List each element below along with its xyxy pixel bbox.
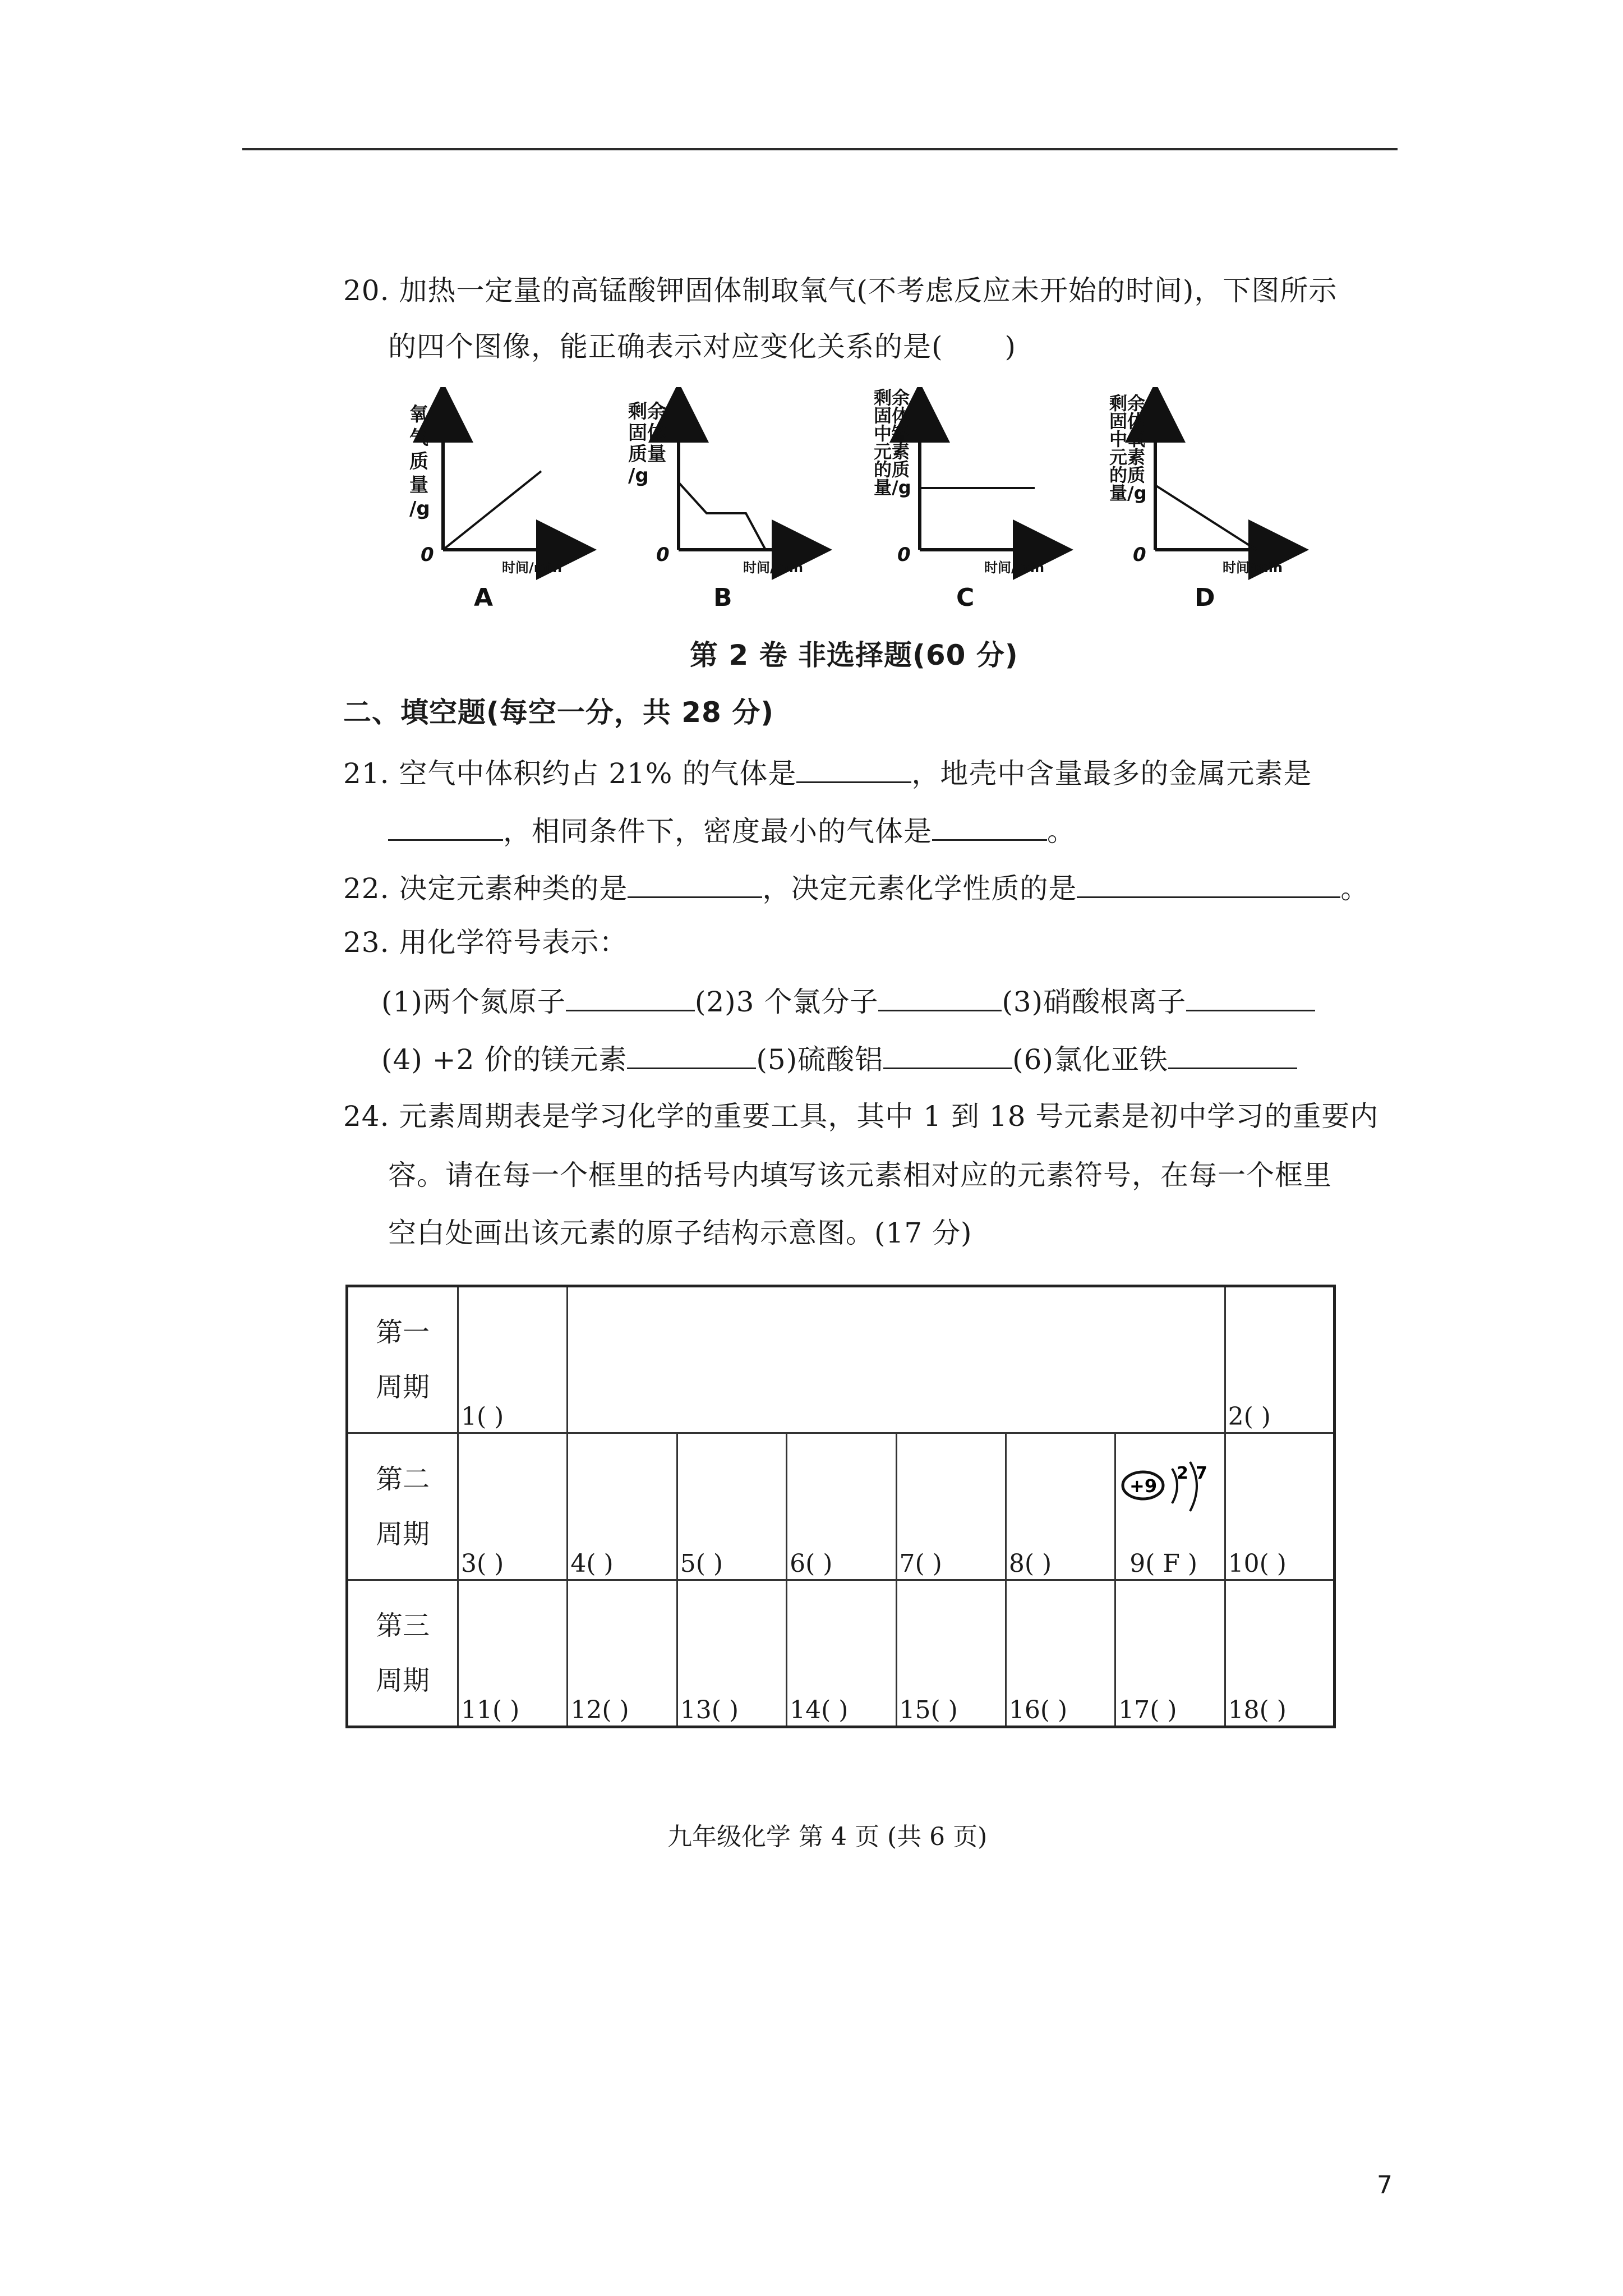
q24-line2: 容。请在每一个框里的括号内填写该元素相对应的元素符号，在每一个框里: [388, 1159, 1332, 1191]
ylabel-part: 中锰: [874, 423, 910, 444]
graph-c: [874, 387, 1044, 612]
graph-c-letter: C: [956, 583, 975, 612]
element-cell-11[interactable]: 11( ): [458, 1580, 568, 1727]
graph-d-origin: 0: [1133, 544, 1146, 566]
fluorine-shell-1: 2: [1177, 1464, 1189, 1483]
ylabel-part: /g: [409, 498, 430, 520]
graph-b: [628, 401, 803, 612]
section2-title: 第 2 卷 非选择题(60 分): [690, 639, 1018, 671]
q21-blank-3[interactable]: [932, 812, 1047, 841]
element-cell-10[interactable]: 10( ): [1225, 1433, 1334, 1580]
element-cell-2[interactable]: 2( ): [1225, 1286, 1334, 1433]
q20-line2: 的四个图像，能正确表示对应变化关系的是( ): [388, 330, 1017, 363]
period-1-row: [347, 1286, 1335, 1433]
element-cell-12[interactable]: 12( ): [568, 1580, 677, 1727]
q23-row2: (4) +2 价的镁元素 (5)硫酸铝 (6)氯化亚铁: [381, 1041, 1297, 1076]
element-cell-8[interactable]: 8( ): [1006, 1433, 1115, 1580]
graph-b-xlabel: 时间/min: [743, 560, 804, 576]
ylabel-part: 元素: [1109, 447, 1146, 468]
period-3-row: [347, 1580, 1335, 1727]
element-cell-5[interactable]: 5( ): [677, 1433, 786, 1580]
ylabel-part: 氧: [409, 403, 428, 426]
element-cell-6[interactable]: 6( ): [787, 1433, 896, 1580]
q23-title: 23. 用化学符号表示：: [343, 926, 628, 959]
ylabel-part: 质: [409, 450, 428, 473]
graph-c-xlabel: 时间/min: [984, 560, 1045, 576]
element-cell-18[interactable]: 18( ): [1225, 1580, 1334, 1727]
period-3-head: 第三 周期: [347, 1580, 458, 1727]
graph-a-letter: A: [474, 583, 494, 612]
element-cell-14[interactable]: 14( ): [787, 1580, 896, 1727]
graph-a-origin: 0: [421, 544, 434, 566]
ylabel-part: 量/g: [874, 477, 911, 498]
graph-a-ylabel: [409, 403, 430, 520]
graph-d: [1109, 393, 1283, 612]
period-1-gap: [568, 1286, 1225, 1433]
q21-blank-1[interactable]: [796, 754, 911, 783]
q20-graphs: [381, 387, 1335, 623]
q22-blank-1[interactable]: [628, 869, 762, 898]
graph-d-letter: D: [1195, 583, 1215, 612]
ylabel-part: 的质: [874, 459, 910, 480]
q23-row1: (1)两个氮原子 (2)3 个氯分子 (3)硝酸根离子: [381, 983, 1315, 1019]
period-1-head: 第一 周期: [347, 1286, 458, 1433]
q21-blank-2[interactable]: [388, 812, 503, 841]
ylabel-part: 剩余: [628, 401, 666, 423]
element-cell-4[interactable]: 4( ): [568, 1433, 677, 1580]
q23-blank-1[interactable]: [566, 983, 695, 1011]
element-cell-9[interactable]: +9 2 7 9( F ): [1115, 1433, 1225, 1580]
q23-blank-6[interactable]: [1168, 1041, 1297, 1069]
q24-line3: 空白处画出该元素的原子结构示意图。(17 分): [388, 1217, 972, 1249]
q21-line2: ，相同条件下，密度最小的气体是 。: [388, 812, 1076, 848]
graph-a-xlabel: 时间/min: [502, 560, 562, 576]
graph-b-ylabel: [628, 401, 666, 487]
element-cell-17[interactable]: 17( ): [1115, 1580, 1225, 1727]
ylabel-part: 固体: [874, 405, 910, 426]
graph-d-xlabel: 时间/min: [1223, 560, 1283, 576]
ylabel-part: 固体: [628, 422, 666, 444]
q22-line: 22. 决定元素种类的是 ，决定元素化学性质的是 。: [343, 869, 1369, 905]
ylabel-part: 剩余: [1109, 393, 1146, 414]
graph-b-letter: B: [713, 583, 732, 612]
section2-subtitle: 二、填空题(每空一分，共 28 分): [343, 696, 774, 729]
q21-line1: 21. 空气中体积约占 21% 的气体是 ，地壳中含量最多的金属元素是: [343, 754, 1312, 790]
ylabel-part: 气: [409, 427, 428, 449]
ylabel-part: 剩余: [874, 387, 910, 408]
q23-blank-3[interactable]: [1186, 983, 1315, 1011]
element-cell-1[interactable]: 1( ): [458, 1286, 568, 1433]
q23-blank-5[interactable]: [883, 1041, 1012, 1069]
page-number: 7: [1377, 2171, 1393, 2200]
graph-c-origin: 0: [897, 544, 911, 566]
period-2-row: [347, 1433, 1335, 1580]
page-footer: 九年级化学 第 4 页 (共 6 页): [667, 1823, 988, 1851]
fluorine-atom-diagram: [1116, 1445, 1223, 1524]
q20-line1: 20. 加热一定量的高锰酸钾固体制取氧气(不考虑反应未开始的时间)，下图所示: [343, 274, 1338, 307]
period-2-head: 第二 周期: [347, 1433, 458, 1580]
header-rule: [242, 148, 1398, 150]
graph-c-ylabel: [874, 387, 911, 498]
element-cell-16[interactable]: 16( ): [1006, 1580, 1115, 1727]
periodic-table: [345, 1285, 1336, 1728]
ylabel-part: 量: [409, 474, 428, 496]
ylabel-part: 固体: [1109, 411, 1146, 432]
ylabel-part: 中氧: [1109, 429, 1146, 450]
fluorine-shell-2: 7: [1196, 1464, 1208, 1483]
ylabel-part: 量/g: [1109, 482, 1147, 504]
fluorine-nucleus: +9: [1129, 1475, 1158, 1497]
q22-blank-2[interactable]: [1077, 869, 1340, 898]
ylabel-part: 元素: [874, 441, 910, 462]
element-cell-15[interactable]: 15( ): [896, 1580, 1006, 1727]
graph-d-ylabel: [1109, 393, 1147, 504]
q23-blank-2[interactable]: [878, 983, 1002, 1011]
ylabel-part: /g: [628, 464, 649, 487]
element-cell-3[interactable]: 3( ): [458, 1433, 568, 1580]
q24-line1: 24. 元素周期表是学习化学的重要工具，其中 1 到 18 号元素是初中学习的重要内: [343, 1100, 1379, 1133]
ylabel-part: 的质: [1109, 464, 1146, 486]
q23-blank-4[interactable]: [627, 1041, 756, 1069]
ylabel-part: 质量: [628, 443, 666, 466]
element-cell-13[interactable]: 13( ): [677, 1580, 786, 1727]
element-cell-7[interactable]: 7( ): [896, 1433, 1006, 1580]
graph-a: [409, 403, 566, 612]
graph-b-origin: 0: [656, 544, 670, 566]
